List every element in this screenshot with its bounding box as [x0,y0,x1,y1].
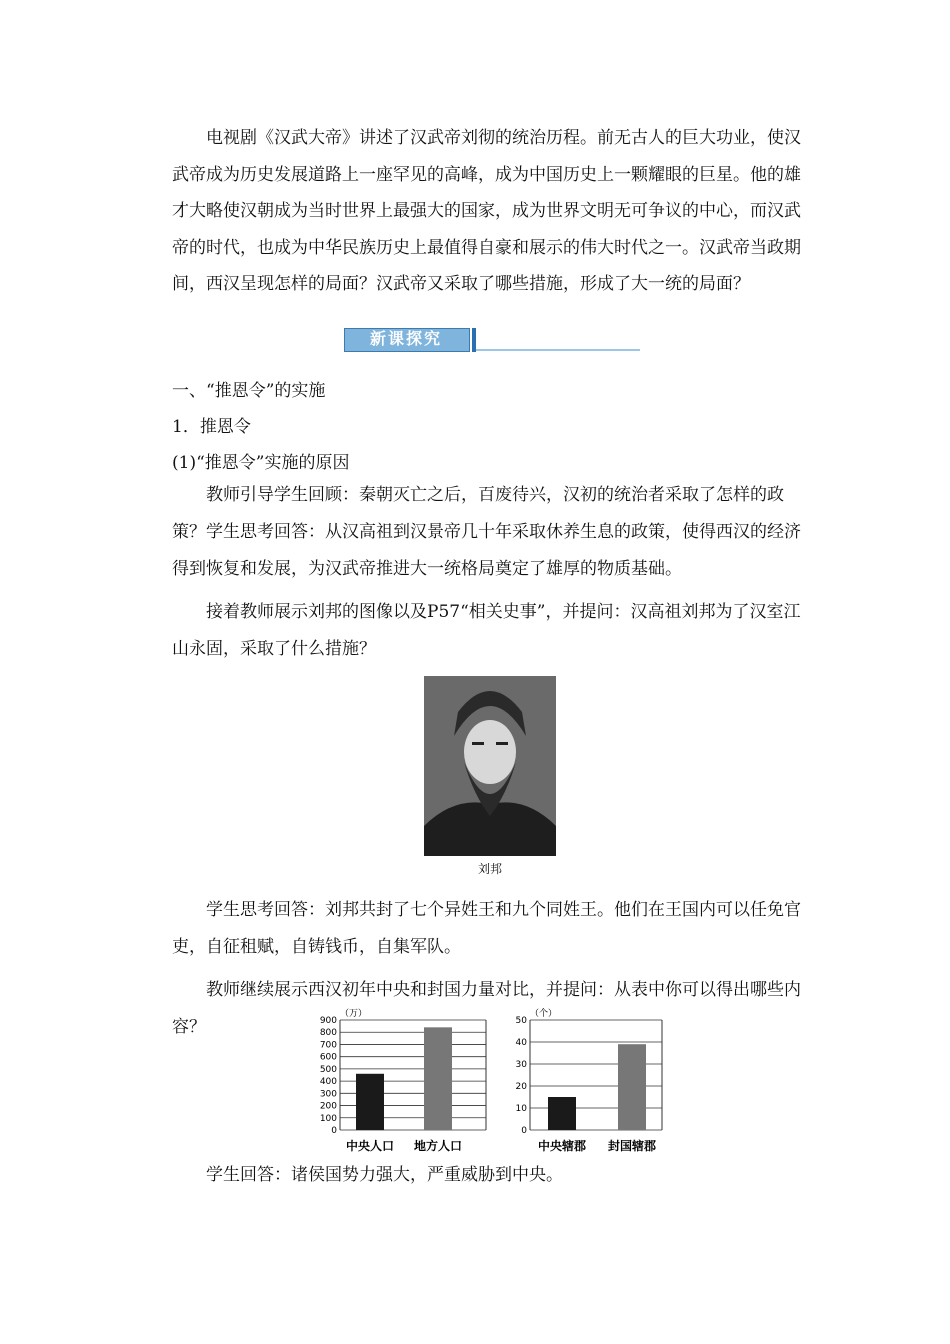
portrait-image [424,676,556,856]
section-banner [344,328,640,354]
paragraph: 教师引导学生回顾：秦朝灭亡之后，百废待兴，汉初的统治者采取了怎样的政策？ [172,485,784,542]
y-tick-label: 900 [319,1016,337,1026]
item-heading: (1)“推恩令”实施的原因 [172,453,350,473]
y-tick-label: 50 [515,1016,527,1026]
y-tick-label: 10 [515,1104,527,1114]
y-tick-label: 500 [319,1064,337,1075]
y-tick-label: 20 [515,1082,527,1092]
y-tick-label: 100 [319,1113,337,1124]
bar [356,1074,384,1130]
paragraph: 学生回答：诸侯国势力强大，严重威胁到中央。 [206,1165,563,1185]
y-tick-label: 300 [319,1089,337,1100]
intro-paragraph: 电视剧《汉武大帝》讲述了汉武帝刘彻的统治历程。前无古人的巨大功业，使汉武帝成为历史发展道路上一座罕见的高峰，成为中国历史上一颗耀眼的巨星。他的雄才大略使汉朝成为当时世界上最强大的国家，成为世界文明无可争议的中心，而汉武帝的时代，也成为中华民族历史上最值得自豪和展示的伟大时代之一。汉武帝当政期间，西汉呈现怎样的局面？汉武帝又采取了哪些措施，形成了大一统的局面？ [172,128,801,294]
y-tick-label: 600 [319,1052,337,1063]
population-bar-chart [316,1006,496,1156]
y-tick-label: 800 [319,1028,337,1039]
prefecture-bar-chart [510,1006,680,1156]
banner-label: 新课探究 [369,329,442,348]
x-category-label: 封国辖郡 [607,1139,657,1153]
bar [618,1044,646,1130]
bar [424,1027,452,1130]
subheading: 1．推恩令 [172,417,251,437]
unit-label: （万） [340,1009,368,1019]
liu-bang-portrait [424,676,556,856]
paragraph: 学生思考回答：刘邦共封了七个异姓王和九个同姓王。他们在王国内可以任免官吏，自征租赋，自铸钱币，自集军队。 [172,900,801,957]
y-tick-label: 40 [515,1038,527,1048]
y-tick-label: 30 [515,1060,527,1070]
paragraph: 学生思考回答：从汉高祖到汉景帝几十年采取休养生息的政策，使得西汉的经济得到恢复和发展，为汉武帝推进大一统格局奠定了雄厚的物质基础。 [172,522,801,579]
unit-label: （个） [530,1009,558,1019]
x-category-label: 中央人口 [345,1139,395,1153]
y-tick-label: 400 [319,1077,337,1088]
banner-underline [476,349,640,351]
bar [548,1097,576,1130]
portrait-caption: 刘邦 [477,862,502,876]
paragraph: 教师继续展示西汉初年中央和封国力量对比，并提问：从表中你可以得出哪些内容？ [172,980,801,1037]
section-heading: 一、“推恩令”的实施 [172,381,326,401]
y-tick-label: 0 [521,1126,527,1136]
y-tick-label: 200 [319,1101,337,1112]
y-tick-label: 700 [319,1040,337,1051]
y-tick-label: 0 [331,1126,337,1136]
paragraph: 接着教师展示刘邦的图像以及P57“相关史事”，并提问：汉高祖刘邦为了汉室江山永固，采取了什么措施？ [172,602,801,659]
x-category-label: 地方人口 [413,1139,463,1153]
x-category-label: 中央辖郡 [537,1139,587,1153]
